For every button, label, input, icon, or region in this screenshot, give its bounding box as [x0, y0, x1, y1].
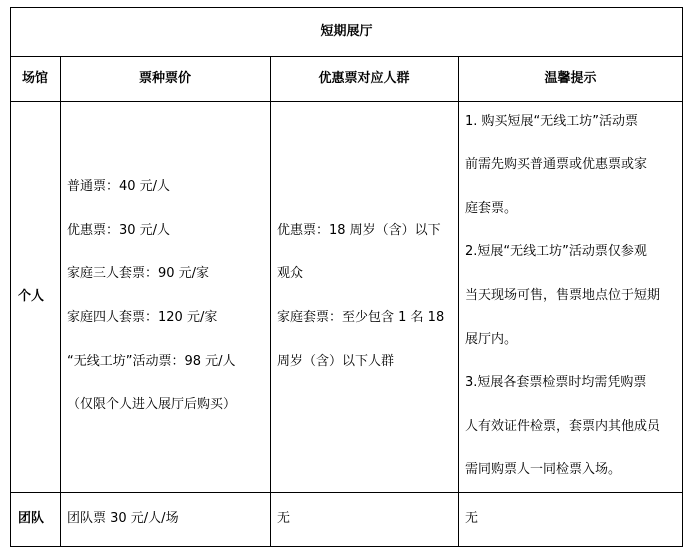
price-line: 家庭四人套票：120 元/家 [67, 310, 218, 325]
tip-line: 当天现场可售，售票地点位于短期 [465, 288, 661, 303]
row-label-group: 团队 [18, 511, 45, 526]
border-header-bottom [10, 101, 683, 102]
header-ticket-price: 票种票价 [138, 70, 191, 86]
table-title: 短期展厅 [320, 23, 373, 39]
price-line: 家庭三人套票：90 元/家 [67, 266, 210, 281]
ticket-table [10, 7, 683, 547]
tip-line: 需同购票人一同检票入场。 [465, 462, 622, 477]
border-col2 [270, 56, 271, 547]
price-line: 优惠票：30 元/人 [67, 223, 171, 238]
tip-line: 1. 购买短展“无线工坊”活动票 [465, 114, 639, 129]
header-tips: 温馨提示 [544, 70, 597, 86]
tip-line: 庭套票。 [465, 201, 518, 216]
tip-line: 2.短展“无线工坊”活动票仅参观 [465, 244, 647, 259]
discount-line: 家庭套票：至少包含 1 名 18 [277, 310, 445, 325]
tip-line: 3.短展各套票检票时均需凭购票 [465, 375, 647, 390]
price-line: （仅限个人进入展厅后购买） [67, 397, 237, 412]
discount-line: 观众 [277, 266, 304, 281]
border-col3 [458, 56, 459, 547]
price-line: 普通票：40 元/人 [67, 179, 171, 194]
row-label-individual: 个人 [18, 288, 45, 304]
header-discount-group: 优惠票对应人群 [318, 70, 410, 86]
group-price: 团队票 30 元/人/场 [67, 511, 179, 526]
border-bottom [10, 546, 683, 547]
header-venue: 场馆 [21, 70, 48, 86]
discount-line: 周岁（含）以下人群 [277, 354, 395, 369]
price-line: “无线工坊”活动票：98 元/人 [67, 354, 236, 369]
border-col1 [60, 56, 61, 547]
tip-line: 前需先购买普通票或优惠票或家 [465, 157, 648, 172]
tip-line: 人有效证件检票，套票内其他成员 [465, 419, 661, 434]
group-discount: 无 [277, 511, 291, 526]
discount-line: 优惠票：18 周岁（含）以下 [277, 223, 441, 238]
group-tips: 无 [465, 511, 479, 526]
tip-line: 展厅内。 [465, 332, 518, 347]
